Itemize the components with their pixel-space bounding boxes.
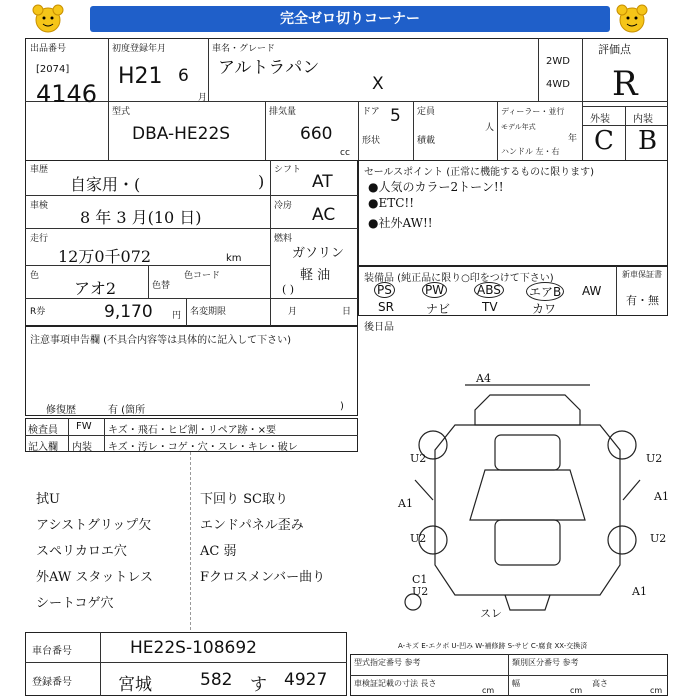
shift-value: AT (312, 172, 333, 192)
history-label: 車歴 (30, 165, 49, 175)
history-value: 自家用・( (70, 175, 141, 194)
mark-sure: スレ (480, 607, 502, 620)
repair-close: ) (340, 401, 344, 412)
footer-length: 車検証記載の寸法 長さ (354, 679, 437, 688)
color-num-label: 色替 (152, 281, 171, 291)
cc-unit: cc (340, 148, 350, 158)
mark-a4: A4 (476, 372, 491, 385)
equip-tv: TV (482, 300, 498, 314)
sales-point-3: ●社外AW!! (368, 216, 433, 230)
equip-leather: カワ (532, 302, 557, 316)
mark-a1-r: A1 (654, 490, 669, 503)
first-reg-unit: 月 (198, 93, 208, 103)
dealer-label: ディーラー・並行 (501, 107, 565, 116)
score-label: 評価点 (598, 43, 631, 56)
equip-aw: AW (582, 284, 602, 298)
sales-point-2: ●ETC!! (368, 196, 415, 210)
inspection-label: 車検 (30, 201, 49, 211)
notes-label: 注意事項申告欄 (不具合内容等は具体的に記入して下さい) (30, 335, 291, 346)
cc-label: 排気量 (269, 107, 297, 117)
handnote-left-1: 拭U (36, 492, 60, 507)
color-label: 色 (30, 271, 40, 281)
equip-airbag: エアB (526, 282, 564, 301)
warranty-value: 有・無 (626, 294, 659, 307)
chassis-value: HE22S-108692 (130, 638, 257, 658)
mileage-value: 12万0千072 (58, 247, 152, 266)
handnote-left-2: アシストグリップ欠 (36, 518, 152, 533)
cc-value: 660 (300, 124, 333, 144)
ext-grade: C (594, 126, 614, 156)
handnote-right-4: Fクロスメンバー曲り (200, 570, 326, 585)
capacity-label: 定員 (417, 107, 436, 117)
plate-pref: 宮城 (118, 675, 152, 695)
first-reg-label: 初度登録年月 (112, 44, 167, 54)
model-value: DBA-HE22S (132, 124, 231, 144)
load-label: 積載 (417, 136, 436, 146)
plate-serial: 4927 (284, 670, 328, 690)
banner-title: 完全ゼロ切りコーナー (90, 6, 610, 32)
equip-abs: ABS (474, 282, 504, 298)
sales-point-1: ●人気のカラー2トーン!! (368, 180, 504, 194)
footer-cm1: cm (482, 686, 495, 695)
handnote-left-5: シートコゲ穴 (36, 596, 114, 611)
mark-c1: C1 (412, 573, 428, 586)
car-label: 車名・グレード (212, 44, 276, 54)
int-grade: B (638, 126, 658, 156)
equip-navi: ナビ (426, 302, 451, 316)
inspector-text: キズ・飛石・ヒビ割・リペア跡・×要 (108, 425, 276, 436)
footer-type-label: 型式指定番号 参考 (354, 658, 421, 667)
ext-label: 外装 (590, 114, 610, 125)
footer-class-label: 類別区分番号 参考 (512, 658, 579, 667)
writer-label: 記入欄 (28, 442, 58, 453)
repair-value: 有 (箇所 (108, 405, 146, 416)
mark-u2-tr: U2 (646, 452, 663, 465)
chassis-label: 車台番号 (32, 646, 72, 657)
plate-kana: す (250, 675, 267, 695)
sales-label: セールスポイント (正常に機能するものに限ります) (364, 167, 595, 178)
equip-pw: PW (422, 282, 447, 298)
recycle-label: R券 (30, 307, 46, 317)
footer-width: 幅 (512, 679, 520, 688)
model-year-label: モデル年式 (501, 123, 536, 131)
inspection-value: 8 年 3 月(10 日) (80, 208, 202, 227)
car-grade: X (372, 74, 384, 94)
color-value: アオ2 (74, 279, 117, 298)
doors-value: 5 (390, 106, 401, 126)
inspector-col: FW (76, 421, 92, 432)
plate-label: 登録番号 (32, 677, 72, 688)
writer-col: 内装 (72, 442, 92, 453)
car-4wd: 4WD (546, 79, 570, 90)
repair-label: 修復歴 (46, 405, 76, 416)
warranty-label: 新車保証書 (622, 270, 662, 279)
exp-label: 名変期限 (190, 307, 227, 317)
handnote-left-4: 外AW スタットレス (36, 570, 153, 585)
footer-cm3: cm (650, 686, 663, 695)
doors-label: ドア (362, 107, 380, 117)
bear-mascot-left-icon (28, 3, 68, 33)
footer-legend: A-キズ E-エクボ U-凹み W-補修跡 S-サビ C-腐食 XX-交換済 (398, 642, 588, 650)
shape-label: 形状 (362, 136, 381, 146)
fuel-paren: ( ) (282, 283, 295, 296)
footer-height: 高さ (592, 679, 608, 688)
mark-a1-rear: A1 (632, 585, 647, 598)
equip-sr: SR (378, 300, 394, 314)
mileage-label: 走行 (30, 234, 49, 244)
mark-u2-br: U2 (650, 532, 667, 545)
fuel-label: 燃料 (274, 234, 293, 244)
bear-mascot-right-icon (612, 3, 652, 33)
writer-text: キズ・汚レ・コゲ・穴・スレ・キレ・破レ (108, 442, 298, 453)
mark-u2-tl: U2 (410, 452, 427, 465)
car-2wd: 2WD (546, 56, 570, 67)
handnote-right-2: エンドパネル歪み (200, 518, 304, 533)
handnote-left-3: スペリカロエ穴 (36, 544, 127, 559)
lot-label: 出品番号 (30, 44, 67, 54)
lot-sub: [2074] (36, 64, 70, 75)
car-name: アルトラパン (218, 58, 320, 78)
handle-label: ハンドル 左・右 (501, 147, 560, 156)
equip-ps: PS (374, 282, 395, 298)
model-label: 型式 (112, 107, 131, 117)
equipment-label: 装備品 (純正品に限り○印をつけて下さい) (364, 273, 554, 284)
mark-u2-bl: U2 (410, 532, 427, 545)
capacity-unit: 人 (485, 123, 495, 133)
footer-cm2: cm (570, 686, 583, 695)
color-code-label: 色コード (184, 271, 221, 281)
recycle-unit: 円 (172, 311, 182, 321)
score-value: R (612, 64, 638, 104)
mileage-unit: km (226, 253, 242, 264)
mark-u2-rear: U2 (412, 585, 429, 598)
ac-label: 冷房 (274, 201, 293, 211)
fuel-diesel: 軽 油 (300, 268, 331, 283)
exp-day: 日 (342, 307, 352, 317)
int-label: 内装 (633, 114, 653, 125)
mark-a1-l: A1 (398, 497, 413, 510)
handnote-right-3: AC 弱 (200, 544, 237, 559)
history-close: ) (258, 172, 265, 191)
exp-month: 月 (288, 307, 298, 317)
handnote-right-1: 下回り SC取り (200, 492, 288, 507)
recycle-value: 9,170 (104, 302, 153, 322)
fuel-gas: ガソリン (292, 246, 345, 261)
inspector-label: 検査員 (28, 425, 58, 436)
ac-value: AC (312, 205, 336, 225)
first-reg-month: 6 (178, 66, 189, 86)
first-reg-era: H21 (118, 64, 163, 89)
plate-num: 582 (200, 670, 233, 690)
lot-number: 4146 (36, 80, 98, 108)
shift-label: シフト (274, 165, 302, 175)
back-seat-label: 後日品 (364, 322, 394, 333)
year-unit: 年 (568, 134, 578, 144)
